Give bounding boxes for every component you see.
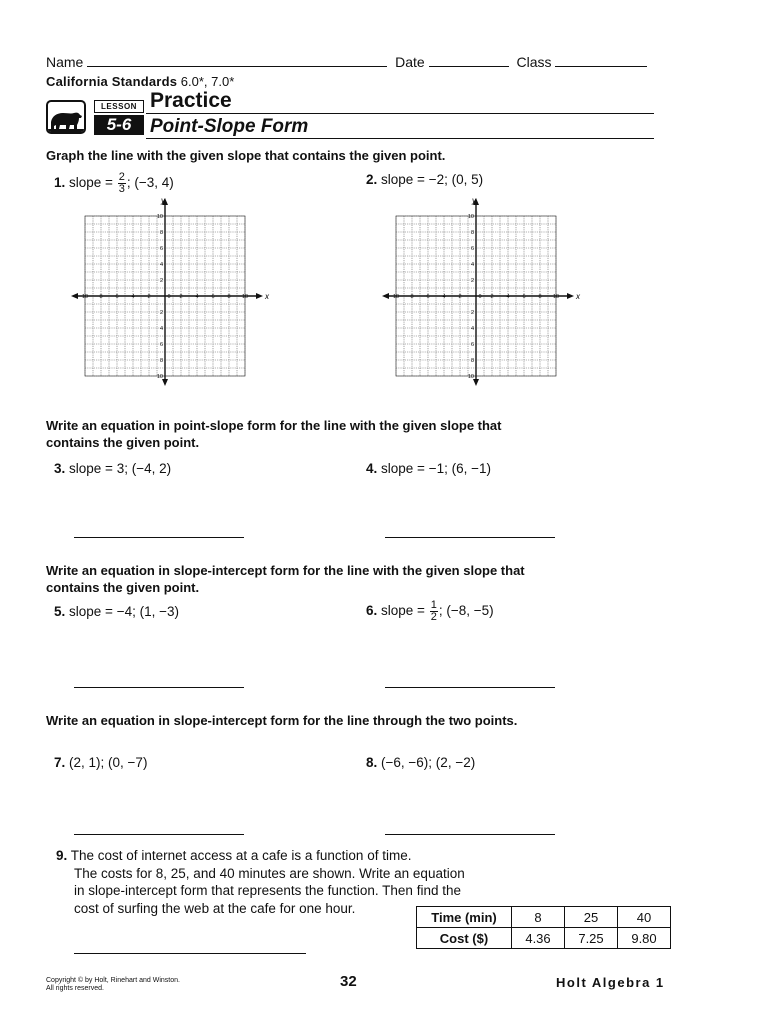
problem-text: slope = <box>381 603 425 619</box>
x-tick-label: 6 <box>115 294 119 300</box>
x-axis-label: x <box>265 292 269 301</box>
x-tick-label: 8 <box>410 294 414 300</box>
problem-text: (2, 1); (0, −7) <box>69 755 148 770</box>
fraction <box>118 172 126 195</box>
copyright-line-2: All rights reserved. <box>46 985 104 992</box>
bear-icon <box>46 100 86 134</box>
problem-1 <box>54 172 174 195</box>
problem-text: slope = −4; (1, −3) <box>69 604 179 619</box>
y-tick-label: 2 <box>470 310 474 316</box>
x-axis-arrow-left <box>382 293 389 299</box>
x-tick-label: 4 <box>442 294 446 300</box>
grid-svg[interactable] <box>70 196 275 388</box>
y-tick-label: 8 <box>159 230 163 236</box>
table-cell: 7.25 <box>565 928 618 949</box>
answer-line-5[interactable] <box>74 687 244 688</box>
problem-text: slope = −2; (0, 5) <box>381 172 484 187</box>
instruction-point-slope: Write an equation in point-slope form for the line with the given slope that contains the given point. <box>46 418 502 450</box>
y-tick-label: 6 <box>470 342 474 348</box>
x-tick-label: 2 <box>490 294 494 300</box>
x-tick-label: 4 <box>131 294 135 300</box>
instruction-two-points: Write an equation in slope-intercept form for the line through the two points. <box>46 713 518 728</box>
y-axis-arrow-down <box>162 379 168 386</box>
y-tick-label: 6 <box>159 246 163 252</box>
x-axis-arrow-right <box>567 293 574 299</box>
problem-7 <box>54 755 147 770</box>
copyright-line-1: Copyright © by Holt, Rinehart and Winston. <box>46 977 180 984</box>
y-tick-label: 10 <box>467 214 474 220</box>
date-label: Date <box>395 54 425 70</box>
y-axis-arrow-down <box>473 379 479 386</box>
problem-number: 1. <box>54 175 66 191</box>
fraction-numerator: 1 <box>430 599 437 611</box>
problem-text-line-2: The costs for 8, 25, and 40 minutes are shown. Write an equation <box>74 865 465 881</box>
table-header-time: Time (min) <box>417 907 512 928</box>
lesson-topic: Point-Slope Form <box>150 116 309 137</box>
y-axis-label: y <box>161 196 165 205</box>
y-tick-label: 10 <box>467 374 474 380</box>
x-tick-label: 10 <box>81 294 89 300</box>
fraction <box>430 600 438 623</box>
origin-label: 0 <box>478 294 482 300</box>
problem-text-line-4: cost of surfing the web at the cafe for one hour. <box>74 900 356 916</box>
answer-line-8[interactable] <box>385 834 555 835</box>
coordinate-grid-2[interactable] <box>381 196 586 388</box>
name-label: Name <box>46 54 84 70</box>
y-tick-label: 6 <box>470 246 474 252</box>
origin-label: 0 <box>167 294 171 300</box>
answer-line-4[interactable] <box>385 537 555 538</box>
lesson-number: 5-6 <box>94 115 144 135</box>
x-tick-label: 2 <box>179 294 183 300</box>
fraction-denominator: 3 <box>118 183 125 195</box>
problem-text-line-1: The cost of internet access at a cafe is a function of time. <box>70 848 412 863</box>
y-tick-label: 8 <box>159 358 163 364</box>
instruction-slope-intercept: Write an equation in slope-intercept form for the line with the given slope that contains the given point. <box>46 563 525 595</box>
name-line[interactable] <box>87 52 387 67</box>
y-tick-label: 4 <box>159 262 163 268</box>
table-row <box>417 907 671 928</box>
problem-number: 9. <box>56 848 68 863</box>
x-tick-label: 2 <box>458 294 462 300</box>
problem-text: (−6, −6); (2, −2) <box>381 755 476 770</box>
fraction-numerator: 2 <box>118 171 125 183</box>
x-tick-label: 2 <box>147 294 151 300</box>
y-tick-label: 6 <box>159 342 163 348</box>
problem-number: 5. <box>54 604 66 619</box>
problem-point: ; (−3, 4) <box>126 175 174 191</box>
answer-line-6[interactable] <box>385 687 555 688</box>
y-tick-label: 4 <box>470 262 474 268</box>
problem-9 <box>56 847 465 917</box>
table-cell: 40 <box>618 907 671 928</box>
problem-number: 7. <box>54 755 66 770</box>
y-tick-label: 4 <box>159 326 163 332</box>
problem-number: 4. <box>366 461 378 476</box>
x-tick-label: 6 <box>426 294 430 300</box>
answer-line-7[interactable] <box>74 834 244 835</box>
y-tick-label: 2 <box>159 310 163 316</box>
problem-number: 2. <box>366 172 378 187</box>
class-label: Class <box>516 54 552 70</box>
x-axis-label: x <box>576 292 580 301</box>
answer-line-3[interactable] <box>74 537 244 538</box>
standards-label: California Standards <box>46 74 178 89</box>
page-title: Practice <box>150 89 232 112</box>
x-tick-label: 6 <box>522 294 526 300</box>
header-fields <box>46 52 656 70</box>
problem-text: slope = <box>69 175 113 191</box>
table-cell: 8 <box>512 907 565 928</box>
problem-3 <box>54 461 171 476</box>
problem-text: slope = 3; (−4, 2) <box>69 461 172 476</box>
problem-5 <box>54 604 179 619</box>
x-axis-arrow-right <box>256 293 263 299</box>
problem-number: 6. <box>366 603 378 619</box>
y-axis-label: y <box>472 196 476 205</box>
instruction-graph: Graph the line with the given slope that contains the given point. <box>46 148 446 163</box>
x-tick-label: 8 <box>99 294 103 300</box>
y-tick-label: 2 <box>470 278 474 284</box>
cost-table <box>416 906 671 949</box>
answer-line-9[interactable] <box>74 953 306 954</box>
y-tick-label: 10 <box>156 374 163 380</box>
problem-8 <box>366 755 475 770</box>
table-cell: 25 <box>565 907 618 928</box>
page-number: 32 <box>340 973 357 990</box>
grid-svg[interactable] <box>381 196 586 388</box>
lesson-tag: LESSON <box>94 100 144 113</box>
standards <box>46 74 234 89</box>
y-tick-label: 10 <box>156 214 163 220</box>
y-tick-label: 8 <box>470 358 474 364</box>
book-title: Holt Algebra 1 <box>556 975 665 990</box>
x-axis-arrow-left <box>71 293 78 299</box>
problem-number: 8. <box>366 755 378 770</box>
x-tick-label: 4 <box>195 294 199 300</box>
problem-6 <box>366 600 494 623</box>
x-tick-label: 8 <box>227 294 231 300</box>
problem-number: 3. <box>54 461 66 476</box>
table-row <box>417 928 671 949</box>
copyright <box>46 977 180 993</box>
x-tick-label: 6 <box>211 294 215 300</box>
problem-point: ; (−8, −5) <box>438 603 494 619</box>
x-tick-label: 10 <box>241 294 249 300</box>
x-tick-label: 4 <box>506 294 510 300</box>
y-tick-label: 2 <box>159 278 163 284</box>
fraction-denominator: 2 <box>430 611 437 623</box>
problem-4 <box>366 461 491 476</box>
topic-rule <box>146 138 654 139</box>
table-cell: 9.80 <box>618 928 671 949</box>
y-tick-label: 4 <box>470 326 474 332</box>
problem-2 <box>366 172 483 187</box>
coordinate-grid-1[interactable] <box>70 196 275 388</box>
problem-text-line-3: in slope-intercept form that represents the function. Then find the <box>74 883 461 898</box>
x-tick-label: 10 <box>392 294 400 300</box>
table-header-cost: Cost ($) <box>417 928 512 949</box>
standards-values: 6.0*, 7.0* <box>180 74 235 89</box>
title-rule <box>146 113 654 114</box>
table-cell: 4.36 <box>512 928 565 949</box>
class-line[interactable] <box>555 52 647 67</box>
problem-text: slope = −1; (6, −1) <box>381 461 491 476</box>
x-tick-label: 10 <box>552 294 560 300</box>
date-line[interactable] <box>429 52 509 67</box>
x-tick-label: 8 <box>538 294 542 300</box>
y-tick-label: 8 <box>470 230 474 236</box>
